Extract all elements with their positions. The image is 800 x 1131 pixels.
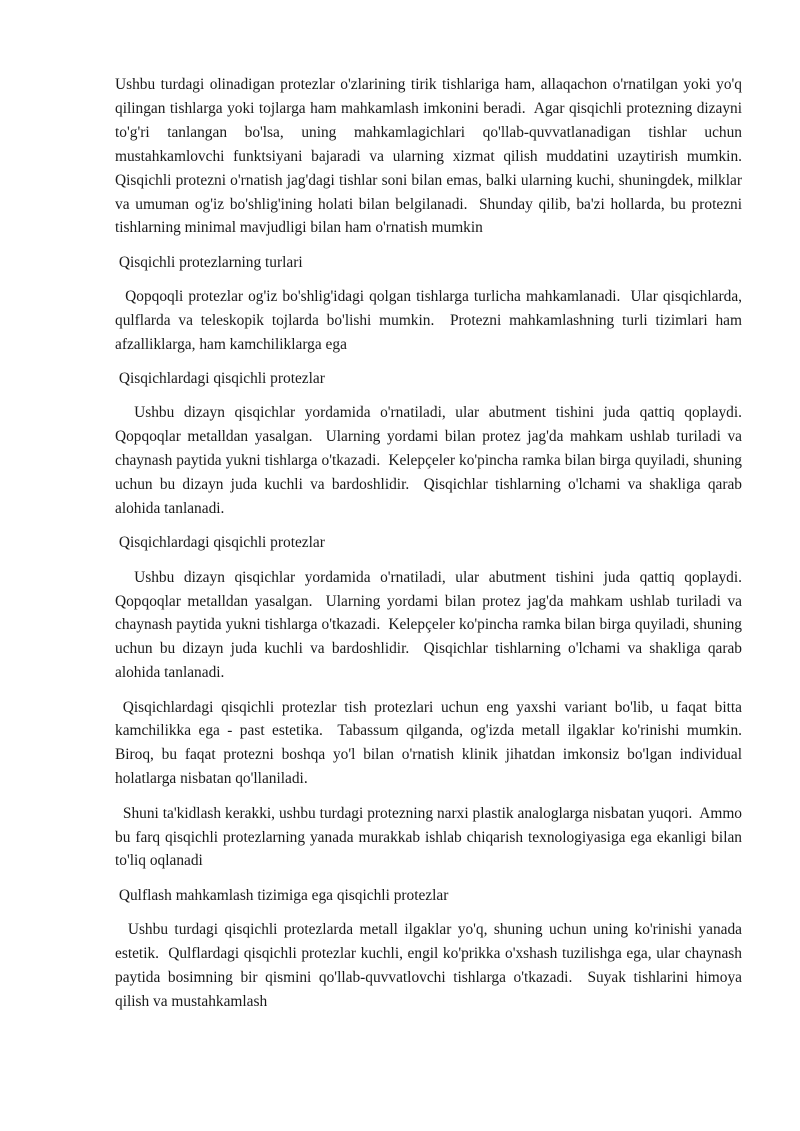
section-heading: Qisqichlardagi qisqichli protezlar <box>115 534 325 552</box>
section-heading: Qisqichlardagi qisqichli protezlar <box>115 370 325 388</box>
paragraph: Qisqichlardagi qisqichli protezlar tish protezlari uchun eng yaxshi variant bo'lib, u faqat bitta kamchilikka ega - past estetika. Tabassum qilganda, og'izda metall ilgaklar ko'rinishi mumkin. Biroq, bu faqat protezni boshqa yo'l bilan o'rnatish klinik jihatdan imkonsiz bo'lgan individual holatlarga nisbatan qo'llaniladi. <box>115 698 750 788</box>
document-page <box>115 73 750 1024</box>
paragraph: Qopqoqli protezlar og'iz bo'shlig'idagi qolgan tishlarga turlicha mahkamlanadi. Ular qisqichlarda, qulflarda va teleskopik tojlarda bo'lishi mumkin. Protezni mahkamlashning turli tizimlari ham afzalliklarga, ham kamchiliklarga ega <box>115 288 746 353</box>
section-heading: Qulflash mahkamlash tizimiga ega qisqichli protezlar <box>115 886 449 904</box>
paragraph: Ushbu turdagi qisqichli protezlarda metall ilgaklar yo'q, shuning uchun uning ko'rinishi yanada estetik. Qulflardagi qisqichli protezlar kuchli, engil ko'prikka o'xshash tuzilishga ega, ular chaynash paytida bosimning bir qismini qo'llab-quvvatlovchi tishlarga o'tkazadi. Suyak tishlarini himoya qilish va mustahkamlash <box>115 921 746 1010</box>
paragraph: Ushbu turdagi olinadigan protezlar o'zlarining tirik tishlariga ham, allaqachon o'rnatilgan yoki yo'q qilingan tishlarga yoki tojlarga ham mahkamlash imkonini beradi. Agar qisqichli protezning dizayni to'g'ri tanlangan bo'lsa, uning mahkamlagichlari qo'llab-quvvatlanadigan tishlar uchun mustahkamlovchi funktsiyani bajaradi va ularning xizmat qilish muddatini uzaytirish mumkin. Qisqichli protezni o'rnatish jag'dagi tishlar soni bilan emas, balki ularning kuchi, shuningdek, milklar va umuman og'iz bo'shlig'ining holati bilan belgilanadi. Shunday qilib, ba'zi hollarda, bu protezni tishlarning minimal mavjudligi bilan ham o'rnatish mumkin <box>115 76 750 237</box>
section-heading: Qisqichli protezlarning turlari <box>115 253 303 271</box>
paragraph: Shuni ta'kidlash kerakki, ushbu turdagi protezning narxi plastik analoglarga nisbatan yuqori. Ammo bu farq qisqichli protezlarning yanada murakkab ishlab chiqarish texnologiyasiga ega ekanligi bilan to'liq oqlanadi <box>115 804 746 870</box>
paragraph: Ushbu dizayn qisqichlar yordamida o'rnatiladi, ular abutment tishini juda qattiq qoplaydi. Qopqoqlar metalldan yasalgan. Ularning yordami bilan protez jag'da mahkam ushlab turiladi va chaynash paytida yukni tishlarga o'tkazadi. Kelepçeler ko'pincha ramka bilan birga quyiladi, shuning uchun bu dizayn juda kuchli va bardoshlidir. Qisqichlar tishlarning o'lchami va shakliga qarab alohida tanlanadi. <box>115 404 750 518</box>
paragraph: Ushbu dizayn qisqichlar yordamida o'rnatiladi, ular abutment tishini juda qattiq qoplaydi. Qopqoqlar metalldan yasalgan. Ularning yordami bilan protez jag'da mahkam ushlab turiladi va chaynash paytida yukni tishlarga o'tkazadi. Kelepçeler ko'pincha ramka bilan birga quyiladi, shuning uchun bu dizayn juda kuchli va bardoshlidir. Qisqichlar tishlarning o'lchami va shakliga qarab alohida tanlanadi. <box>115 568 750 682</box>
